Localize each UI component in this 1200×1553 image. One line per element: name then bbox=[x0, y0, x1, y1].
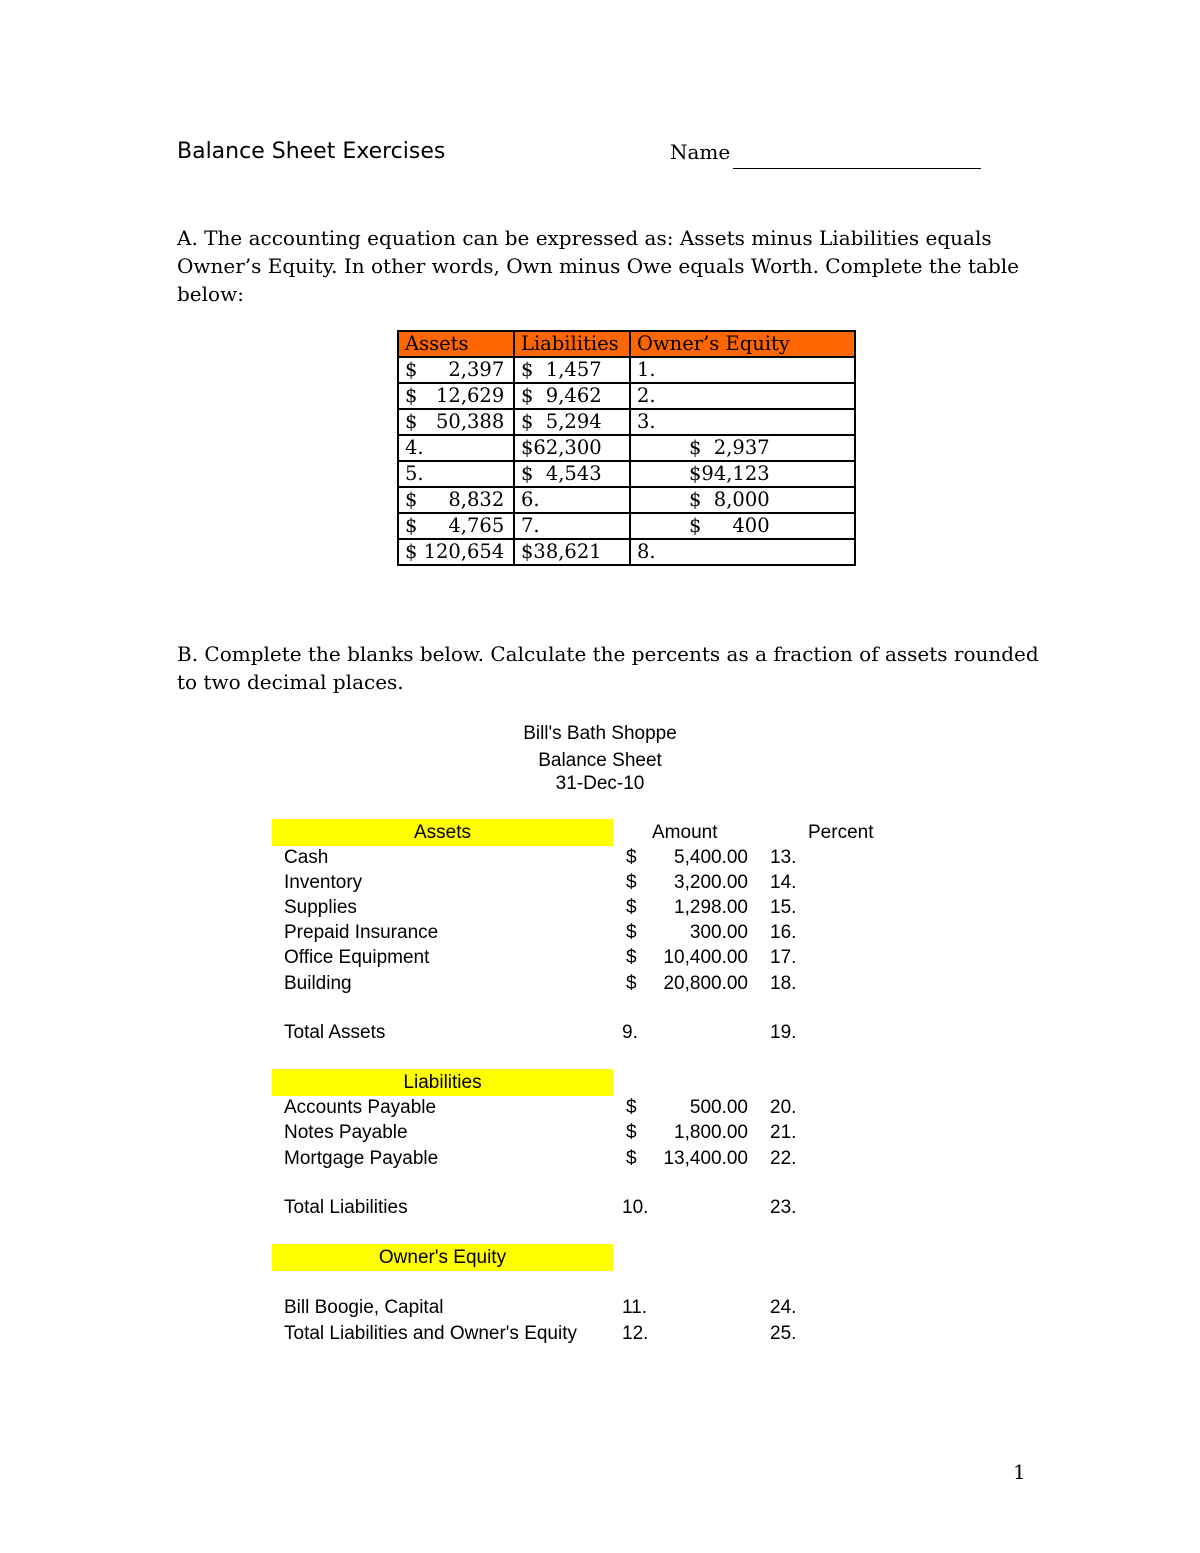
percent-column-header: Percent bbox=[808, 822, 874, 843]
header-liabilities: Liabilities bbox=[514, 331, 630, 357]
cell-equity: 8. bbox=[630, 539, 855, 565]
percent-blank: 16. bbox=[770, 922, 797, 943]
liability-amount: 1,800.00 bbox=[674, 1122, 748, 1143]
cell-equity: $94,123 bbox=[630, 461, 855, 487]
statement-date: 31-Dec-10 bbox=[555, 773, 645, 794]
capital-percent-blank: 24. bbox=[770, 1297, 797, 1318]
table-row bbox=[398, 461, 855, 487]
header-assets: Assets bbox=[398, 331, 514, 357]
cell-liabilities: $ 5,294 bbox=[514, 409, 630, 435]
cell-assets: $ 50,388 bbox=[398, 409, 514, 435]
currency-symbol: $ bbox=[626, 1122, 637, 1143]
currency-symbol: $ bbox=[626, 872, 637, 893]
percent-blank: 14. bbox=[770, 872, 797, 893]
cell-liabilities: $ 4,543 bbox=[514, 461, 630, 487]
cell-assets: $ 8,832 bbox=[398, 487, 514, 513]
cell-equity: $ 2,937 bbox=[630, 435, 855, 461]
percent-blank: 13. bbox=[770, 847, 797, 868]
cell-liabilities: 6. bbox=[514, 487, 630, 513]
currency-symbol: $ bbox=[626, 847, 637, 868]
total-assets-label: Total Assets bbox=[284, 1022, 386, 1043]
capital-blank: 11. bbox=[622, 1297, 648, 1318]
liabilities-section-header: Liabilities bbox=[272, 1069, 613, 1096]
percent-blank: 21. bbox=[770, 1122, 797, 1143]
total-liabilities-equity-percent-blank: 25. bbox=[770, 1323, 797, 1344]
liability-amount: 500.00 bbox=[689, 1097, 748, 1118]
table-row bbox=[398, 409, 855, 435]
statement-title: Balance Sheet bbox=[538, 750, 662, 771]
table-row bbox=[398, 357, 855, 383]
cell-assets: $ 4,765 bbox=[398, 513, 514, 539]
accounting-equation-table bbox=[397, 330, 856, 566]
capital-label: Bill Boogie, Capital bbox=[284, 1297, 444, 1318]
currency-symbol: $ bbox=[626, 947, 637, 968]
percent-blank: 17. bbox=[770, 947, 797, 968]
currency-symbol: $ bbox=[626, 897, 637, 918]
cell-assets: 5. bbox=[398, 461, 514, 487]
currency-symbol: $ bbox=[626, 1148, 637, 1169]
percent-blank: 20. bbox=[770, 1097, 797, 1118]
percent-blank: 18. bbox=[770, 973, 797, 994]
total-assets-percent-blank: 19. bbox=[770, 1022, 797, 1043]
cell-liabilities: $ 9,462 bbox=[514, 383, 630, 409]
owners-equity-section-header: Owner's Equity bbox=[272, 1244, 613, 1271]
cell-equity: $ 400 bbox=[630, 513, 855, 539]
percent-blank: 15. bbox=[770, 897, 797, 918]
assets-section-header: Assets bbox=[272, 819, 613, 846]
asset-amount: 10,400.00 bbox=[663, 947, 748, 968]
table-row bbox=[398, 383, 855, 409]
cell-equity: 3. bbox=[630, 409, 855, 435]
section-a-instructions: A. The accounting equation can be expressed as: Assets minus Liabilities equals Owner’s Equity. In other words, Own minus Owe equals Worth. Complete the table below: bbox=[177, 226, 1019, 306]
asset-amount: 300.00 bbox=[689, 922, 748, 943]
asset-label: Office Equipment bbox=[284, 947, 430, 968]
cell-liabilities: $ 1,457 bbox=[514, 357, 630, 383]
table-row bbox=[398, 513, 855, 539]
total-liabilities-equity-label: Total Liabilities and Owner's Equity bbox=[284, 1323, 577, 1344]
cell-liabilities: $38,621 bbox=[514, 539, 630, 565]
liability-label: Mortgage Payable bbox=[284, 1148, 439, 1169]
currency-symbol: $ bbox=[626, 1097, 637, 1118]
asset-amount: 20,800.00 bbox=[663, 973, 748, 994]
asset-label: Building bbox=[284, 973, 352, 994]
cell-equity: 1. bbox=[630, 357, 855, 383]
asset-amount: 5,400.00 bbox=[674, 847, 748, 868]
table-row bbox=[398, 487, 855, 513]
table-row bbox=[398, 539, 855, 565]
total-liabilities-equity-blank: 12. bbox=[622, 1323, 649, 1344]
name-label: Name bbox=[670, 140, 731, 164]
total-assets-blank: 9. bbox=[622, 1022, 638, 1043]
cell-equity: 2. bbox=[630, 383, 855, 409]
percent-blank: 22. bbox=[770, 1148, 797, 1169]
currency-symbol: $ bbox=[626, 922, 637, 943]
liability-label: Accounts Payable bbox=[284, 1097, 437, 1118]
section-b-instructions: B. Complete the blanks below. Calculate the percents as a fraction of assets rounded to two decimal places. bbox=[177, 642, 1039, 694]
liability-label: Notes Payable bbox=[284, 1122, 408, 1143]
total-liabilities-label: Total Liabilities bbox=[284, 1197, 408, 1218]
total-liabilities-blank: 10. bbox=[622, 1197, 649, 1218]
total-liabilities-percent-blank: 23. bbox=[770, 1197, 797, 1218]
cell-assets: $ 2,397 bbox=[398, 357, 514, 383]
table-row bbox=[398, 435, 855, 461]
cell-assets: $ 120,654 bbox=[398, 539, 514, 565]
cell-assets: 4. bbox=[398, 435, 514, 461]
asset-label: Inventory bbox=[284, 872, 363, 893]
cell-assets: $ 12,629 bbox=[398, 383, 514, 409]
company-name: Bill's Bath Shoppe bbox=[523, 723, 677, 744]
table-header-row bbox=[398, 331, 855, 357]
currency-symbol: $ bbox=[626, 973, 637, 994]
asset-label: Prepaid Insurance bbox=[284, 922, 439, 943]
header-owners-equity: Owner’s Equity bbox=[630, 331, 855, 357]
asset-amount: 1,298.00 bbox=[674, 897, 748, 918]
asset-label: Supplies bbox=[284, 897, 357, 918]
cell-liabilities: 7. bbox=[514, 513, 630, 539]
asset-label: Cash bbox=[284, 847, 329, 868]
liability-amount: 13,400.00 bbox=[663, 1148, 748, 1169]
cell-equity: $ 8,000 bbox=[630, 487, 855, 513]
page-number: 1 bbox=[1013, 1460, 1026, 1484]
amount-column-header: Amount bbox=[652, 822, 718, 843]
cell-liabilities: $62,300 bbox=[514, 435, 630, 461]
asset-amount: 3,200.00 bbox=[674, 872, 748, 893]
name-blank-line[interactable] bbox=[733, 168, 981, 169]
page-title: Balance Sheet Exercises bbox=[177, 139, 446, 164]
